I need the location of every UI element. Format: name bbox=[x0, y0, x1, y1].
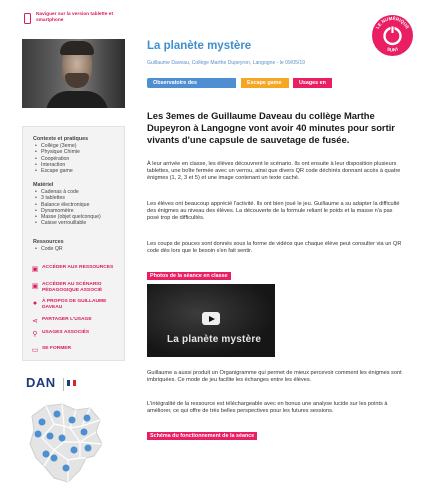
article-paragraph: Les élèves ont beaucoup apprécié l'activité. Ils ont bien joué le jeu. Guillaume a su adapter la difficulté des énigmes au niveau des élèves. La découverte de la formule reliant le poids et la masse n'a pas posé trop de difficultés. bbox=[147, 201, 400, 222]
article-paragraph: Guillaume a aussi produit un Organigramme qui permet de mieux percevoir comment les énigmes sont imbriquées. Ce mode de jeu facilite les échanges entre les élèves. bbox=[147, 370, 402, 384]
search-icon: ⚲ bbox=[32, 331, 38, 338]
tag-usages[interactable]: Usages en bbox=[293, 78, 332, 88]
about-author-link[interactable]: ● À PROPOS DE GUILLAUME DAVEAU bbox=[32, 299, 107, 310]
materiel-item: • Dynamomètre bbox=[33, 208, 123, 214]
person-icon: ● bbox=[32, 300, 38, 307]
context-item: • Physique Chimie bbox=[33, 149, 123, 155]
materiel-title: Matériel bbox=[33, 182, 54, 188]
context-item: • Collège (3eme) bbox=[33, 143, 123, 149]
box-icon: ▣ bbox=[31, 283, 39, 290]
rubric-top-text: LE NUMÉRIQUE bbox=[374, 15, 411, 30]
play-icon[interactable] bbox=[202, 312, 220, 325]
context-item: • Coopération bbox=[33, 156, 123, 162]
materiel-item: • Balance électronique bbox=[33, 202, 123, 208]
tag-observatoire[interactable]: Observatoire des bbox=[147, 78, 236, 88]
video-title: La planète mystère bbox=[167, 334, 262, 345]
materiel-item: • 3 tablettes bbox=[33, 195, 123, 201]
access-resources-link[interactable]: ▣ ACCÉDER AUX RESSOURCES bbox=[31, 265, 114, 273]
materiel-item: • Cadenas à code bbox=[33, 189, 123, 195]
box-icon: ▣ bbox=[31, 266, 39, 273]
schema-section-label: Schéma du fonctionnement de la séance bbox=[147, 432, 257, 440]
page-title: La planète mystère bbox=[147, 40, 252, 52]
laptop-icon: ▭ bbox=[31, 347, 39, 354]
republic-mark bbox=[63, 378, 80, 391]
materiel-item: • Masse (objet quelconque) bbox=[33, 214, 123, 220]
context-section bbox=[33, 136, 123, 174]
photos-section-label: Photos de la séance en classe bbox=[147, 272, 231, 280]
author-photo bbox=[22, 39, 125, 108]
byline: Guillaume Daveau, Collège Marthe Dupeyron, Langogne - le 09/05/19 bbox=[147, 60, 306, 66]
article-paragraph: L'intégralité de la ressource est téléchargeable avec en bonus une analyse lucide sur les points à améliorer, ce qui offre de très belles perspectives pour les futures sessions. bbox=[147, 401, 388, 415]
article-paragraph: À leur arrivée en classe, les élèves découvrent le scénario. Ils ont ensuite à leur disposition plusieurs tablettes, une boîte fermée avec un verrou, ainsi que divers QR code déchirés donnant accès à quatre énigmes (1, 2, 3 et 5) et une image contenant un texte caché. bbox=[147, 161, 401, 182]
tablet-icon bbox=[24, 13, 31, 24]
rubric-badge[interactable] bbox=[371, 14, 414, 57]
context-item: • Interaction bbox=[33, 162, 123, 168]
rubric-bottom-text: SUIVI bbox=[386, 46, 399, 53]
tablet-version-label: Naviguer sur la version tablette et smartphone bbox=[36, 12, 114, 23]
region-map bbox=[24, 398, 106, 486]
ressource-item: • Code QR bbox=[33, 246, 123, 252]
dan-logo[interactable] bbox=[26, 375, 86, 395]
dan-label: DAN bbox=[26, 375, 56, 390]
access-scenario-link[interactable]: ▣ ACCÉDER AU SCÉNARIO PÉDAGOGIQUE ASSOCIÉ bbox=[31, 282, 103, 293]
video-player[interactable] bbox=[147, 284, 275, 357]
materiel-item: • Caisse verrouillable bbox=[33, 220, 123, 226]
article-paragraph: Les coups de pouces sont donnés sous la forme de vidéos que chaque élève peut consulter via un QR code dès lors que le besoin s'en fait sentir. bbox=[147, 241, 402, 255]
tag-escape-game[interactable]: Escape game bbox=[241, 78, 289, 88]
share-usage-link[interactable]: ⋖ PARTAGER L'USAGE bbox=[32, 317, 92, 325]
ressources-section bbox=[33, 239, 123, 252]
related-usages-link[interactable]: ⚲ USAGES ASSOCIÉS bbox=[32, 330, 90, 338]
context-item: • Escape game bbox=[33, 168, 123, 174]
share-icon: ⋖ bbox=[32, 318, 38, 325]
context-title: Contexte et pratiques bbox=[33, 136, 89, 142]
tablet-version-link[interactable] bbox=[22, 10, 126, 34]
sidebar-panel bbox=[22, 126, 125, 361]
ressources-title: Ressources bbox=[33, 239, 64, 245]
training-link[interactable]: ▭ SE FORMER bbox=[31, 346, 72, 354]
materiel-section bbox=[33, 182, 123, 227]
article-lead: Les 3emes de Guillaume Daveau du collège Marthe Dupeyron à Langogne vont avoir 40 minutes pour sortir vivants d'une capsule de sauvetage de fusée. bbox=[147, 110, 395, 145]
